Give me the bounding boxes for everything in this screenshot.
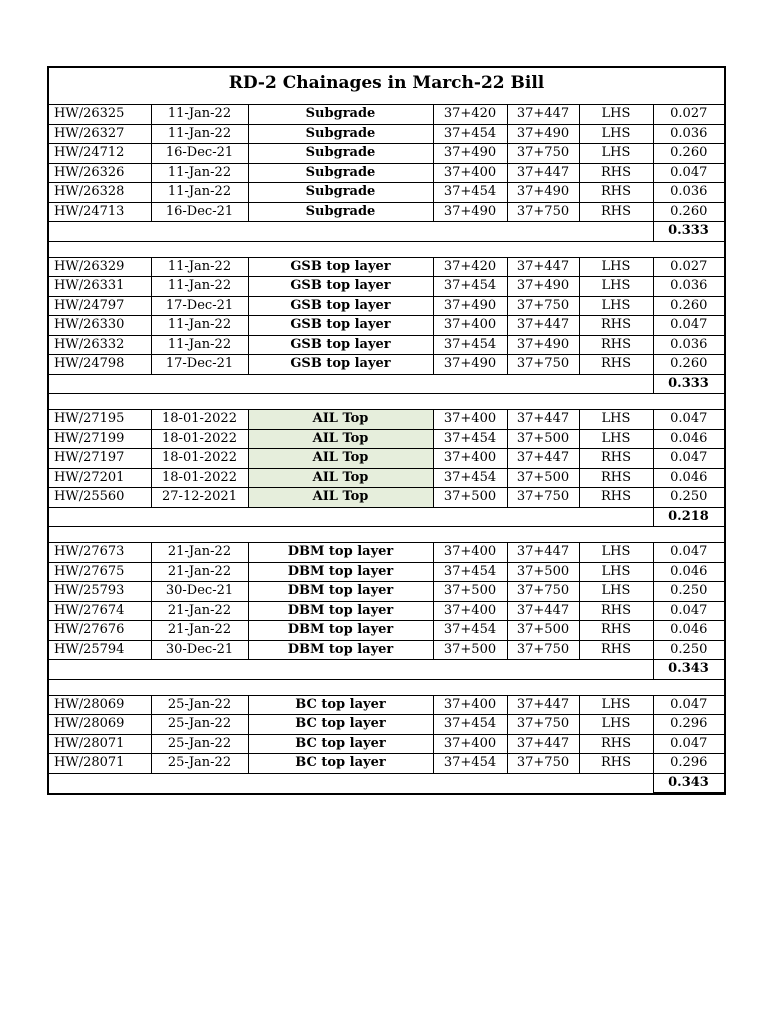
date-cell: 11-Jan-22 <box>151 124 248 144</box>
side-cell: RHS <box>579 734 653 754</box>
chainage-to-cell: 37+447 <box>507 695 579 715</box>
table-row <box>49 562 724 582</box>
chainage-from-cell: 37+400 <box>433 543 507 563</box>
group-spacer-row <box>49 527 724 543</box>
date-cell: 11-Jan-22 <box>151 105 248 124</box>
chainage-to-cell: 37+447 <box>507 601 579 621</box>
sheet-title: RD-2 Chainages in March-22 Bill <box>49 68 724 105</box>
side-cell: LHS <box>579 105 653 124</box>
layer-cell: Subgrade <box>248 124 433 144</box>
layer-cell: Subgrade <box>248 105 433 124</box>
layer-cell: Subgrade <box>248 183 433 203</box>
side-cell: LHS <box>579 582 653 602</box>
layer-cell: AIL Top <box>248 449 433 469</box>
table-row <box>49 449 724 469</box>
layer-cell: GSB top layer <box>248 316 433 336</box>
chainage-from-cell: 37+454 <box>433 468 507 488</box>
date-cell: 25-Jan-22 <box>151 695 248 715</box>
length-cell: 0.046 <box>653 429 724 449</box>
chainage-to-cell: 37+447 <box>507 734 579 754</box>
chainage-to-cell: 37+447 <box>507 449 579 469</box>
layer-cell: BC top layer <box>248 754 433 774</box>
chainage-from-cell: 37+400 <box>433 734 507 754</box>
date-cell: 21-Jan-22 <box>151 621 248 641</box>
chainage-from-cell: 37+400 <box>433 695 507 715</box>
spacer-cell <box>49 679 724 695</box>
table-row <box>49 335 724 355</box>
chainage-to-cell: 37+490 <box>507 335 579 355</box>
date-cell: 25-Jan-22 <box>151 754 248 774</box>
layer-cell: Subgrade <box>248 144 433 164</box>
chainage-to-cell: 37+490 <box>507 277 579 297</box>
side-cell: LHS <box>579 695 653 715</box>
group-total-cell: 0.333 <box>653 222 724 242</box>
side-cell: RHS <box>579 183 653 203</box>
side-cell: RHS <box>579 640 653 660</box>
chainage-from-cell: 37+454 <box>433 754 507 774</box>
chainage-to-cell: 37+447 <box>507 257 579 277</box>
length-cell: 0.260 <box>653 355 724 375</box>
chainage-from-cell: 37+420 <box>433 257 507 277</box>
table-row <box>49 355 724 375</box>
bill-id-cell: HW/26332 <box>49 335 151 355</box>
chainage-from-cell: 37+490 <box>433 144 507 164</box>
chainage-to-cell: 37+447 <box>507 410 579 430</box>
chainage-from-cell: 37+400 <box>433 601 507 621</box>
length-cell: 0.296 <box>653 754 724 774</box>
bill-id-cell: HW/27673 <box>49 543 151 563</box>
bill-id-cell: HW/27197 <box>49 449 151 469</box>
date-cell: 17-Dec-21 <box>151 296 248 316</box>
layer-cell: GSB top layer <box>248 355 433 375</box>
spacer-cell <box>49 527 724 543</box>
side-cell: RHS <box>579 202 653 222</box>
date-cell: 21-Jan-22 <box>151 562 248 582</box>
date-cell: 11-Jan-22 <box>151 335 248 355</box>
length-cell: 0.027 <box>653 105 724 124</box>
bill-id-cell: HW/26327 <box>49 124 151 144</box>
bill-id-cell: HW/27674 <box>49 601 151 621</box>
table-row <box>49 754 724 774</box>
total-spacer-cell <box>49 773 653 793</box>
group-total-cell: 0.343 <box>653 660 724 680</box>
bill-id-cell: HW/24798 <box>49 355 151 375</box>
table-row <box>49 640 724 660</box>
date-cell: 11-Jan-22 <box>151 257 248 277</box>
side-cell: RHS <box>579 601 653 621</box>
bill-id-cell: HW/26328 <box>49 183 151 203</box>
group-total-cell: 0.343 <box>653 773 724 793</box>
side-cell: LHS <box>579 124 653 144</box>
layer-cell: DBM top layer <box>248 582 433 602</box>
table-row <box>49 296 724 316</box>
length-cell: 0.250 <box>653 488 724 508</box>
layer-cell: AIL Top <box>248 468 433 488</box>
length-cell: 0.260 <box>653 296 724 316</box>
chainage-to-cell: 37+750 <box>507 296 579 316</box>
length-cell: 0.027 <box>653 257 724 277</box>
side-cell: RHS <box>579 355 653 375</box>
chainage-from-cell: 37+400 <box>433 316 507 336</box>
length-cell: 0.036 <box>653 183 724 203</box>
chainage-from-cell: 37+454 <box>433 715 507 735</box>
layer-cell: Subgrade <box>248 163 433 183</box>
table-row <box>49 601 724 621</box>
table-row <box>49 715 724 735</box>
chainage-from-cell: 37+400 <box>433 163 507 183</box>
date-cell: 30-Dec-21 <box>151 640 248 660</box>
table-row <box>49 734 724 754</box>
date-cell: 18-01-2022 <box>151 429 248 449</box>
length-cell: 0.250 <box>653 582 724 602</box>
side-cell: LHS <box>579 257 653 277</box>
bill-id-cell: HW/28069 <box>49 715 151 735</box>
side-cell: LHS <box>579 144 653 164</box>
bill-id-cell: HW/27195 <box>49 410 151 430</box>
date-cell: 11-Jan-22 <box>151 277 248 297</box>
layer-cell: Subgrade <box>248 202 433 222</box>
chainage-to-cell: 37+750 <box>507 202 579 222</box>
chainage-to-cell: 37+447 <box>507 105 579 124</box>
length-cell: 0.047 <box>653 410 724 430</box>
date-cell: 21-Jan-22 <box>151 543 248 563</box>
bill-id-cell: HW/28069 <box>49 695 151 715</box>
bill-id-cell: HW/27676 <box>49 621 151 641</box>
bill-id-cell: HW/26326 <box>49 163 151 183</box>
chainage-to-cell: 37+500 <box>507 468 579 488</box>
total-spacer-cell <box>49 374 653 394</box>
table-row <box>49 163 724 183</box>
table-row <box>49 144 724 164</box>
side-cell: LHS <box>579 715 653 735</box>
table-body <box>49 105 724 793</box>
chainage-to-cell: 37+750 <box>507 355 579 375</box>
chainage-from-cell: 37+500 <box>433 640 507 660</box>
table-row <box>49 105 724 124</box>
chainage-from-cell: 37+490 <box>433 202 507 222</box>
total-spacer-cell <box>49 222 653 242</box>
group-total-row <box>49 660 724 680</box>
group-total-cell: 0.333 <box>653 374 724 394</box>
date-cell: 25-Jan-22 <box>151 734 248 754</box>
table-row <box>49 429 724 449</box>
chainage-to-cell: 37+500 <box>507 429 579 449</box>
table-row <box>49 257 724 277</box>
side-cell: RHS <box>579 488 653 508</box>
chainage-to-cell: 37+490 <box>507 183 579 203</box>
length-cell: 0.046 <box>653 468 724 488</box>
layer-cell: AIL Top <box>248 429 433 449</box>
length-cell: 0.046 <box>653 621 724 641</box>
chainage-from-cell: 37+420 <box>433 105 507 124</box>
chainage-from-cell: 37+490 <box>433 296 507 316</box>
bill-id-cell: HW/26329 <box>49 257 151 277</box>
chainage-from-cell: 37+454 <box>433 124 507 144</box>
bill-id-cell: HW/28071 <box>49 754 151 774</box>
date-cell: 11-Jan-22 <box>151 316 248 336</box>
bill-id-cell: HW/26331 <box>49 277 151 297</box>
chainage-to-cell: 37+750 <box>507 715 579 735</box>
chainage-to-cell: 37+500 <box>507 621 579 641</box>
side-cell: LHS <box>579 277 653 297</box>
date-cell: 25-Jan-22 <box>151 715 248 735</box>
side-cell: RHS <box>579 754 653 774</box>
bill-id-cell: HW/27201 <box>49 468 151 488</box>
date-cell: 16-Dec-21 <box>151 144 248 164</box>
table-row <box>49 543 724 563</box>
table-row <box>49 582 724 602</box>
chainage-to-cell: 37+750 <box>507 144 579 164</box>
chainage-from-cell: 37+454 <box>433 621 507 641</box>
bill-id-cell: HW/27199 <box>49 429 151 449</box>
chainage-to-cell: 37+447 <box>507 543 579 563</box>
group-total-row <box>49 507 724 527</box>
length-cell: 0.047 <box>653 163 724 183</box>
length-cell: 0.036 <box>653 335 724 355</box>
chainage-to-cell: 37+750 <box>507 640 579 660</box>
chainage-from-cell: 37+400 <box>433 449 507 469</box>
bill-id-cell: HW/26325 <box>49 105 151 124</box>
group-total-cell: 0.218 <box>653 507 724 527</box>
layer-cell: BC top layer <box>248 715 433 735</box>
bill-id-cell: HW/24797 <box>49 296 151 316</box>
layer-cell: BC top layer <box>248 695 433 715</box>
bill-id-cell: HW/25560 <box>49 488 151 508</box>
bill-id-cell: HW/24713 <box>49 202 151 222</box>
date-cell: 18-01-2022 <box>151 449 248 469</box>
chainage-from-cell: 37+500 <box>433 488 507 508</box>
side-cell: RHS <box>579 449 653 469</box>
bill-id-cell: HW/25793 <box>49 582 151 602</box>
layer-cell: AIL Top <box>248 410 433 430</box>
layer-cell: DBM top layer <box>248 601 433 621</box>
table-row <box>49 410 724 430</box>
chainage-to-cell: 37+447 <box>507 163 579 183</box>
side-cell: RHS <box>579 335 653 355</box>
chainage-to-cell: 37+750 <box>507 754 579 774</box>
table-row <box>49 468 724 488</box>
group-total-row <box>49 773 724 793</box>
layer-cell: DBM top layer <box>248 621 433 641</box>
length-cell: 0.036 <box>653 124 724 144</box>
length-cell: 0.047 <box>653 695 724 715</box>
layer-cell: GSB top layer <box>248 257 433 277</box>
spacer-cell <box>49 241 724 257</box>
layer-cell: GSB top layer <box>248 296 433 316</box>
date-cell: 11-Jan-22 <box>151 163 248 183</box>
chainage-to-cell: 37+500 <box>507 562 579 582</box>
group-total-row <box>49 374 724 394</box>
total-spacer-cell <box>49 660 653 680</box>
side-cell: LHS <box>579 429 653 449</box>
date-cell: 21-Jan-22 <box>151 601 248 621</box>
length-cell: 0.036 <box>653 277 724 297</box>
chainage-from-cell: 37+454 <box>433 562 507 582</box>
bill-id-cell: HW/25794 <box>49 640 151 660</box>
side-cell: RHS <box>579 621 653 641</box>
date-cell: 11-Jan-22 <box>151 183 248 203</box>
date-cell: 27-12-2021 <box>151 488 248 508</box>
table-row <box>49 695 724 715</box>
side-cell: LHS <box>579 562 653 582</box>
length-cell: 0.047 <box>653 734 724 754</box>
chainage-sheet <box>47 66 726 795</box>
side-cell: LHS <box>579 296 653 316</box>
chainage-from-cell: 37+454 <box>433 429 507 449</box>
table-row <box>49 488 724 508</box>
group-spacer-row <box>49 394 724 410</box>
chainage-to-cell: 37+750 <box>507 488 579 508</box>
side-cell: LHS <box>579 410 653 430</box>
table-row <box>49 124 724 144</box>
layer-cell: AIL Top <box>248 488 433 508</box>
bill-id-cell: HW/24712 <box>49 144 151 164</box>
spacer-cell <box>49 394 724 410</box>
length-cell: 0.047 <box>653 449 724 469</box>
chainage-table <box>49 105 725 793</box>
bill-id-cell: HW/28071 <box>49 734 151 754</box>
length-cell: 0.260 <box>653 202 724 222</box>
chainage-from-cell: 37+454 <box>433 183 507 203</box>
chainage-from-cell: 37+400 <box>433 410 507 430</box>
chainage-from-cell: 37+500 <box>433 582 507 602</box>
layer-cell: DBM top layer <box>248 543 433 563</box>
chainage-to-cell: 37+750 <box>507 582 579 602</box>
table-row <box>49 316 724 336</box>
date-cell: 18-01-2022 <box>151 468 248 488</box>
table-row <box>49 202 724 222</box>
length-cell: 0.047 <box>653 316 724 336</box>
length-cell: 0.047 <box>653 543 724 563</box>
chainage-to-cell: 37+447 <box>507 316 579 336</box>
table-row <box>49 621 724 641</box>
chainage-from-cell: 37+454 <box>433 277 507 297</box>
table-row <box>49 277 724 297</box>
side-cell: RHS <box>579 163 653 183</box>
date-cell: 16-Dec-21 <box>151 202 248 222</box>
side-cell: RHS <box>579 316 653 336</box>
side-cell: LHS <box>579 543 653 563</box>
group-total-row <box>49 222 724 242</box>
layer-cell: BC top layer <box>248 734 433 754</box>
date-cell: 30-Dec-21 <box>151 582 248 602</box>
group-spacer-row <box>49 241 724 257</box>
chainage-from-cell: 37+454 <box>433 335 507 355</box>
chainage-from-cell: 37+490 <box>433 355 507 375</box>
chainage-to-cell: 37+490 <box>507 124 579 144</box>
length-cell: 0.047 <box>653 601 724 621</box>
bill-id-cell: HW/27675 <box>49 562 151 582</box>
side-cell: RHS <box>579 468 653 488</box>
date-cell: 18-01-2022 <box>151 410 248 430</box>
group-spacer-row <box>49 679 724 695</box>
layer-cell: DBM top layer <box>248 640 433 660</box>
layer-cell: DBM top layer <box>248 562 433 582</box>
length-cell: 0.296 <box>653 715 724 735</box>
total-spacer-cell <box>49 507 653 527</box>
length-cell: 0.260 <box>653 144 724 164</box>
table-row <box>49 183 724 203</box>
layer-cell: GSB top layer <box>248 335 433 355</box>
length-cell: 0.250 <box>653 640 724 660</box>
bill-id-cell: HW/26330 <box>49 316 151 336</box>
layer-cell: GSB top layer <box>248 277 433 297</box>
length-cell: 0.046 <box>653 562 724 582</box>
date-cell: 17-Dec-21 <box>151 355 248 375</box>
